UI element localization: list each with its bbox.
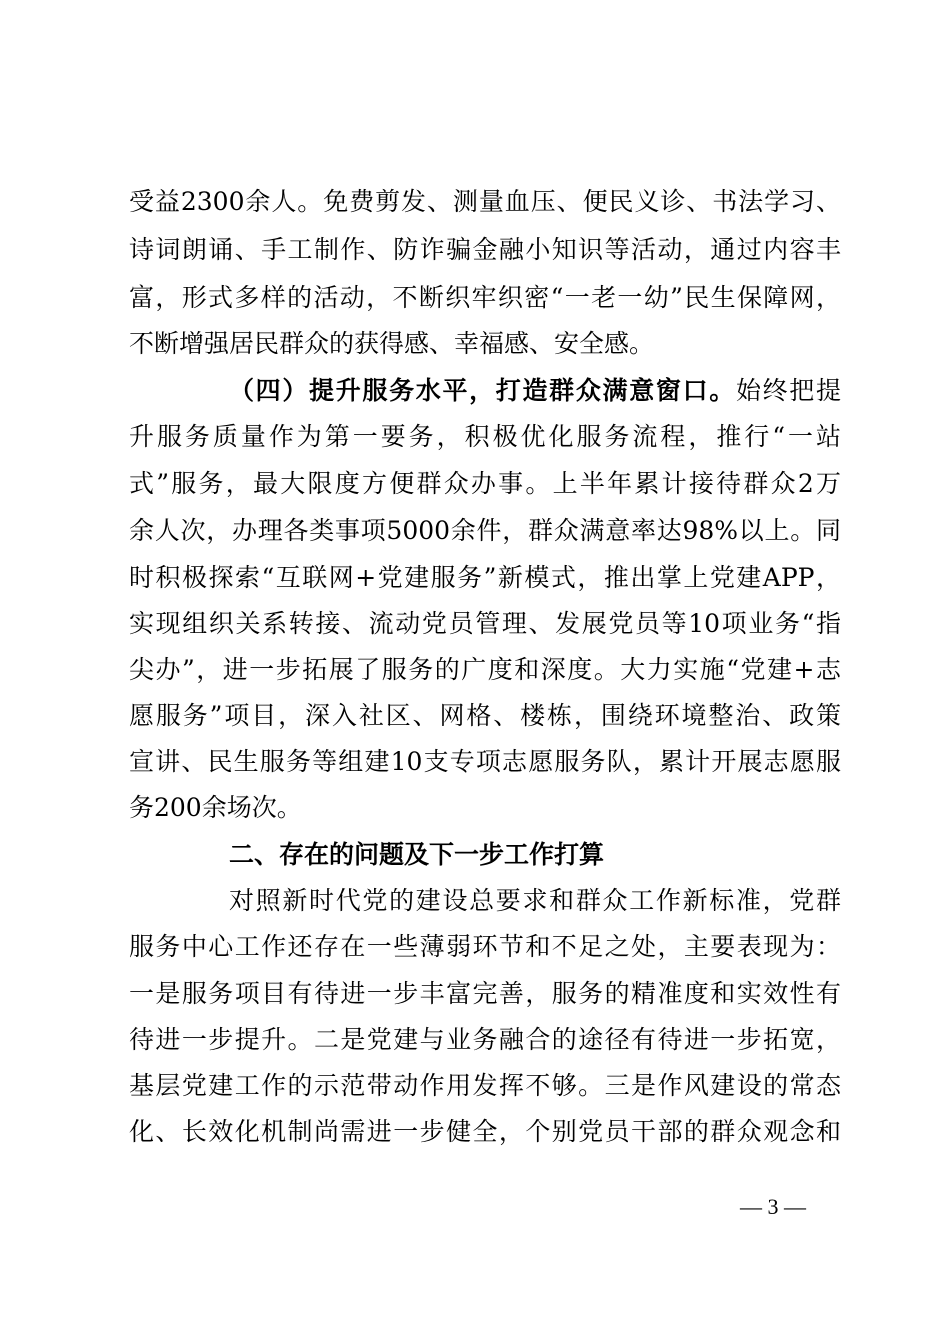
text-line: 实现组织关系转接、流动党员管理、发展党员等10项业务“指: [129, 609, 841, 638]
subsection-heading: （四）提升服务水平，打造群众满意窗口。: [229, 376, 736, 405]
paragraph-lead-line: 对照新时代党的建设总要求和群众工作新标准，党群: [229, 886, 841, 915]
text-fragment: 始终把提: [735, 376, 841, 405]
text-line: 富，形式多样的活动，不断织牢织密“一老一幼”民生保障网，: [129, 283, 841, 312]
text-line: 尖办”，进一步拓展了服务的广度和深度。大力实施“党建+志: [129, 655, 841, 684]
text-line: 受益2300余人。免费剪发、测量血压、便民义诊、书法学习、: [129, 187, 841, 216]
section-heading: 二、存在的问题及下一步工作打算: [229, 840, 605, 869]
text-line: 愿服务”项目，深入社区、网格、楼栋，围绕环境整治、政策: [129, 701, 841, 730]
text-line: 时积极探索“互联网+党建服务”新模式，推出掌上党建APP，: [129, 563, 841, 592]
text-line: 服务中心工作还存在一些薄弱环节和不足之处，主要表现为：: [129, 932, 841, 961]
text-line: 务200余场次。: [129, 793, 302, 822]
page-number: — 3 —: [740, 1194, 806, 1219]
text-line: 宣讲、民生服务等组建10支专项志愿服务队，累计开展志愿服: [129, 747, 841, 776]
text-line: 待进一步提升。二是党建与业务融合的途径有待进一步拓宽，: [129, 1025, 841, 1054]
text-line: 升服务质量作为第一要务，积极优化服务流程，推行“一站: [129, 422, 841, 451]
text-line: 化、长效化机制尚需进一步健全，个别党员干部的群众观念和: [129, 1117, 841, 1146]
paragraph-lead-line: [229, 368, 841, 414]
text-line: 基层党建工作的示范带动作用发挥不够。三是作风建设的常态: [129, 1071, 841, 1100]
text-line: 余人次，办理各类事项5000余件，群众满意率达98%以上。同: [129, 516, 841, 545]
text-line: 不断增强居民群众的获得感、幸福感、安全感。: [129, 329, 655, 358]
text-line: 诗词朗诵、手工制作、防诈骗金融小知识等活动，通过内容丰: [129, 235, 841, 264]
text-line: 一是服务项目有待进一步丰富完善，服务的精准度和实效性有: [129, 979, 841, 1008]
text-line: 式”服务，最大限度方便群众办事。上半年累计接待群众2万: [129, 469, 841, 498]
